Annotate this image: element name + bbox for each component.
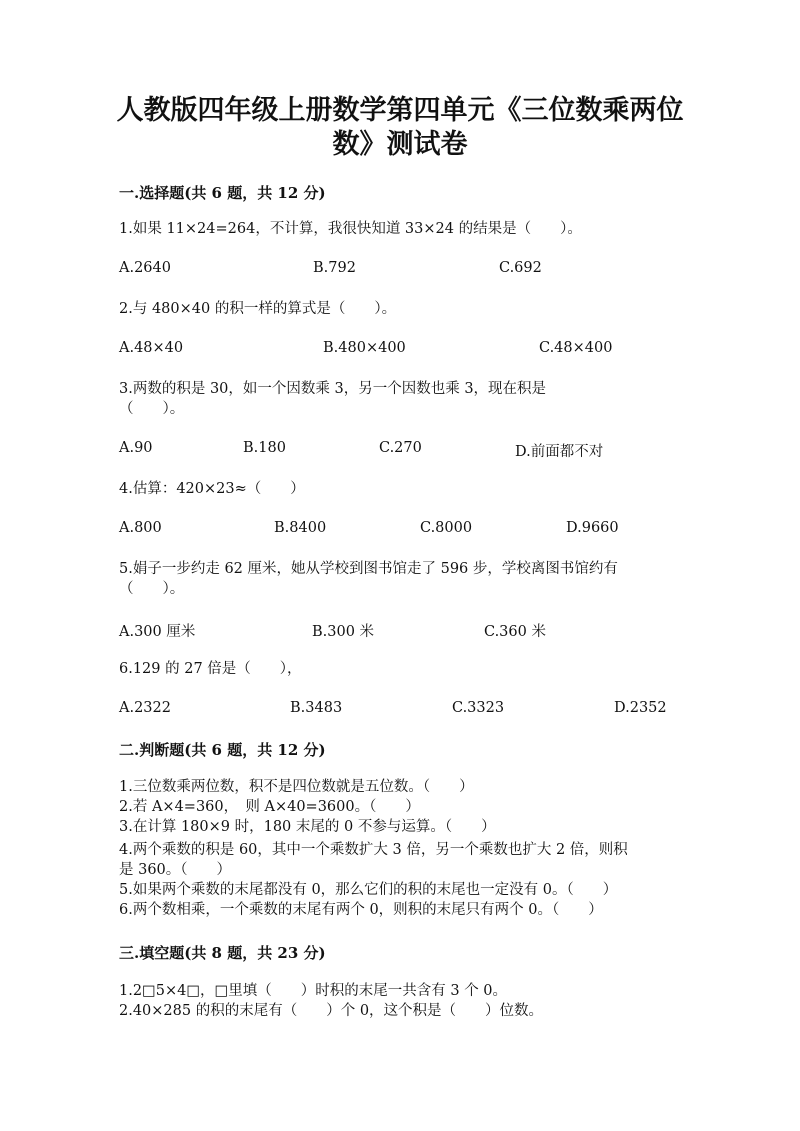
- question-3-option-d: D.前面都不对: [515, 444, 604, 460]
- section-heading-judge: 二.判断题(共 6 题，共 12 分): [119, 741, 326, 759]
- question-6-option-c: C.3323: [452, 700, 505, 716]
- question-3-option-a: A.90: [119, 440, 153, 456]
- section-heading-fill: 三.填空题(共 8 题，共 23 分): [119, 944, 326, 962]
- judge-item-4-line-1: 4.两个乘数的积是 60，其中一个乘数扩大 3 倍，另一个乘数也扩大 2 倍，则积: [119, 842, 628, 858]
- question-4-option-c: C.8000: [420, 520, 473, 536]
- question-4: 4.估算：420×23≈（ ）: [119, 481, 305, 497]
- judge-item-2: 2.若 A×4=360， 则 A×40=3600。（ ）: [119, 799, 420, 815]
- question-2-option-a: A.48×40: [119, 340, 184, 356]
- question-4-option-a: A.800: [119, 520, 162, 536]
- title-line-2: 数》测试卷: [332, 129, 468, 160]
- question-6-option-d: D.2352: [614, 700, 667, 716]
- question-3-option-b: B.180: [243, 440, 286, 456]
- question-5-line-2: （ ）。: [119, 581, 185, 597]
- question-6: 6.129 的 27 倍是（ ），: [119, 661, 302, 677]
- question-3-line-2: （ ）。: [119, 401, 185, 417]
- question-6-option-b: B.3483: [290, 700, 343, 716]
- judge-item-4-line-2: 是 360。（ ）: [119, 862, 232, 878]
- judge-item-6: 6.两个数相乘，一个乘数的末尾有两个 0，则积的末尾只有两个 0。（ ）: [119, 902, 603, 918]
- question-1-option-b: B.792: [313, 260, 356, 276]
- fill-item-1: 1.2□5×4□，□里填（ ）时积的末尾一共含有 3 个 0。: [119, 983, 508, 999]
- question-4-option-b: B.8400: [274, 520, 327, 536]
- judge-item-5: 5.如果两个乘数的末尾都没有 0，那么它们的积的末尾也一定没有 0。（ ）: [119, 882, 618, 898]
- question-3-line-1: 3.两数的积是 30，如一个因数乘 3，另一个因数也乘 3，现在积是: [119, 381, 547, 397]
- question-1-option-c: C.692: [499, 260, 542, 276]
- page-title: [0, 94, 800, 162]
- fill-item-2: 2.40×285 的积的末尾有（ ）个 0，这个积是（ ）位数。: [119, 1003, 544, 1019]
- question-3-option-c: C.270: [379, 440, 422, 456]
- question-2: 2.与 480×40 的积一样的算式是（ ）。: [119, 301, 397, 317]
- question-5-line-1: 5.娟子一步约走 62 厘米，她从学校到图书馆走了 596 步，学校离图书馆约有: [119, 561, 618, 577]
- judge-item-3: 3.在计算 180×9 时，180 末尾的 0 不参与运算。（ ）: [119, 819, 496, 835]
- section-heading-choice: 一.选择题(共 6 题，共 12 分): [119, 184, 326, 202]
- question-2-option-b: B.480×400: [323, 340, 406, 356]
- question-4-option-d: D.9660: [566, 520, 619, 536]
- question-5-option-a: A.300 厘米: [119, 624, 196, 640]
- question-1-option-a: A.2640: [119, 260, 171, 276]
- question-1: 1.如果 11×24=264，不计算，我很快知道 33×24 的结果是（ ）。: [119, 221, 582, 237]
- question-6-option-a: A.2322: [119, 700, 171, 716]
- question-5-option-b: B.300 米: [312, 624, 375, 640]
- judge-item-1: 1.三位数乘两位数，积不是四位数就是五位数。（ ）: [119, 779, 474, 795]
- question-5-option-c: C.360 米: [484, 624, 546, 640]
- title-line-1: 人教版四年级上册数学第四单元《三位数乘两位: [116, 95, 684, 126]
- question-2-option-c: C.48×400: [539, 340, 613, 356]
